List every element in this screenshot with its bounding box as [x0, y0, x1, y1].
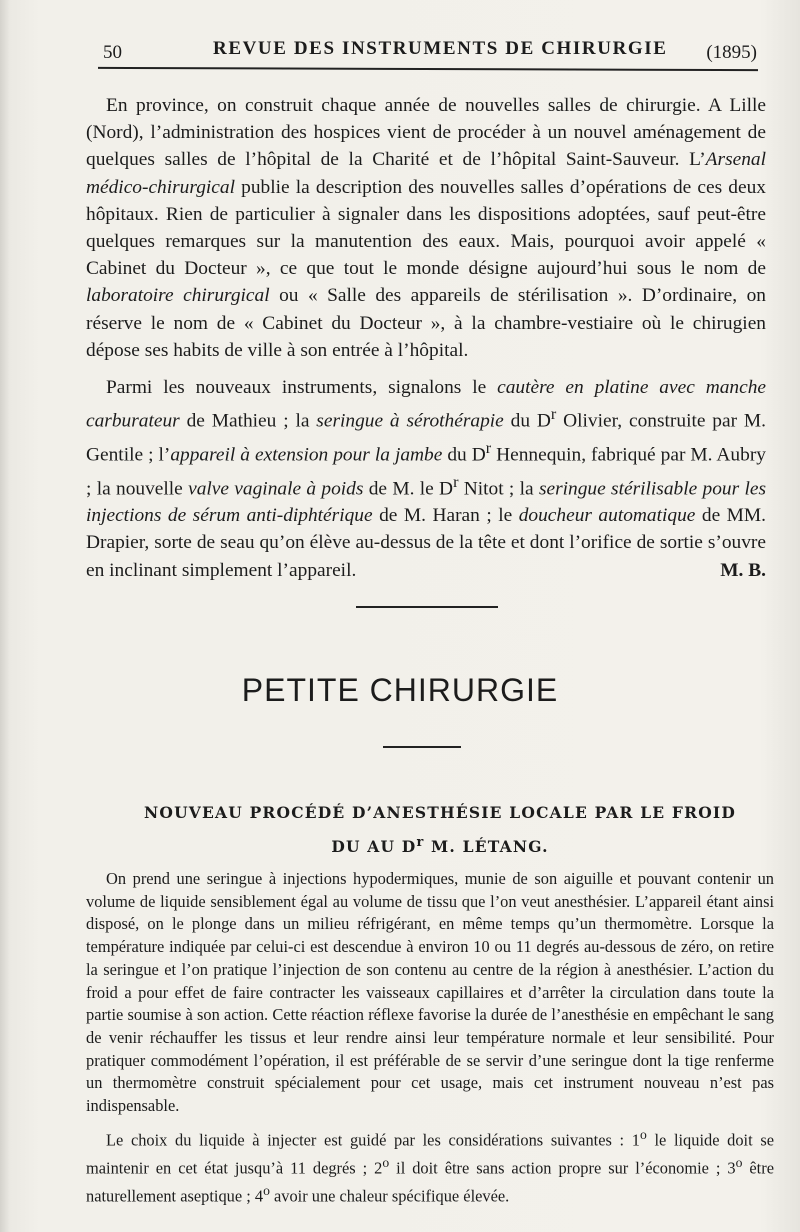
italic-term: laboratoire chirurgical: [86, 285, 270, 307]
text-run: ou « Salle des appareils de stérilisation ». D’ordinaire, on réserve le nom de « Cabinet du Docteur », à la chambre-vestiaire où le chirugien dépose ses habits de ville à son entrée à l’hôpital.: [86, 285, 766, 361]
italic-term: appareil à extension pour la jambe: [170, 444, 443, 466]
superscript: o: [735, 1154, 743, 1170]
text-run: du D: [503, 410, 551, 432]
text-run: le liquide doit se maintenir en cet état jusqu’à 11 degrés ; 2: [86, 1130, 774, 1178]
text-run: de M. Haran ; le: [372, 505, 519, 527]
text-run: du D: [442, 444, 486, 466]
page-number: 50: [103, 42, 122, 63]
journal-year: (1895): [706, 42, 757, 63]
superscript: r: [550, 406, 557, 424]
text-run: En province, on construit chaque année de nouvelles salles de chirurgie. A Lille (Nord), l’administration des hospices vient de procéder à un nouvel aménagement de quelques salles de l’hôpital de la Charité et de l’hôpital Saint-Sauveur. L’: [86, 95, 766, 171]
article-title: [110, 798, 770, 862]
text-run: il doit être sans action propre sur l’économie ; 3: [389, 1158, 736, 1178]
superscript: o: [639, 1126, 647, 1142]
section-rule-top: [356, 606, 498, 608]
journal-title: REVUE DES INSTRUMENTS DE CHIRURGIE: [213, 38, 668, 59]
text-run: M. LÉTANG.: [424, 837, 549, 857]
text-run: publie la description des nouvelles salles d’opérations de ces deux hôpitaux. Rien de particulier à signaler dans les dispositions adoptées, sauf peut-être quelques remarques sur la manutention des eaux. Mais, pourquoi avoir appelé « Cabinet du Docteur », ce que tout le monde désigne aujourd’hui sous le nom de: [86, 176, 766, 280]
text-run: Nitot ; la: [458, 478, 539, 500]
text-run: On prend une seringue à injections hypodermiques, munie de son aiguille et pouvant contenir un volume de liquide sensiblement égal au volume de tissu que l’on veut anesthésier. L’appareil étant ainsi disposé, on le plonge dans un milieu réfrigérant, en même temps qu’un thermomètre. Lorsque la température indiquée par celui-ci est descendue à environ 10 ou 11 degrés au-dessous de zéro, on retire la seringue et l’on pratique l’injection de son contenu au centre de la région à anesthésier. L’action du froid a pour effet de faire contracter les vaisseaux capillaires et d’arrêter la circulation dans toute la partie soumise à son action. Cette réaction réflexe favorise la durée de l’anesthésie en empêchant le sang de venir réchauffer les tissus et leur rendre ainsi leur température normale et leur sensibilité. Pour pratiquer commodément l’opération, il est préférable de se servir d’une seringue dont la tige renferme un thermomètre construit spécialement pour cet usage, mais cet instrument nouveau n’est pas indispensable.: [86, 869, 774, 1116]
article-paragraph-1: [86, 868, 774, 1118]
italic-term: doucheur automatique: [518, 505, 696, 527]
italic-term: seringue stérilisable pour les injections de sérum anti-diphtérique: [86, 478, 767, 527]
superscript: o: [382, 1154, 390, 1170]
text-run: de M. le D: [363, 478, 454, 500]
intro-paragraph-2: [86, 374, 766, 584]
intro-text: [86, 92, 766, 584]
text-run: de Mathieu ; la: [179, 410, 317, 432]
article-title-line-2: [110, 828, 770, 862]
section-rule-bottom: [383, 746, 461, 748]
signature: M. B.: [720, 559, 766, 581]
superscript: r: [416, 835, 425, 850]
intro-paragraph-1: [86, 92, 766, 364]
article-title-line-1: NOUVEAU PROCÉDÉ D’ANESTHÉSIE LOCALE PAR LE FROID: [144, 803, 736, 822]
italic-term: Arsenal médico-chirurgical: [86, 149, 766, 198]
italic-term: valve vaginale à poids: [188, 478, 364, 500]
running-head: [103, 30, 763, 70]
superscript: r: [485, 439, 492, 457]
text-run: DU AU D: [331, 837, 417, 857]
text-run: Olivier, construite par M. Gentile ; l’: [86, 410, 767, 466]
italic-term: seringue à sérothérapie: [316, 410, 504, 432]
text-run: de MM. Drapier, sorte de seau qu’on élève au-dessus de la tête et dont l’orifice de sortie s’ouvre en inclinant simplement l’appareil.: [86, 505, 766, 581]
text-run: Parmi les nouveaux instruments, signalons le: [106, 377, 498, 399]
text-run: être naturellement aseptique ; 4: [86, 1158, 774, 1206]
section-title: PETITE CHIRURGIE: [241, 672, 559, 708]
text-run: Hennequin, fabriqué par M. Aubry ; la nouvelle: [86, 444, 766, 500]
superscript: r: [453, 473, 459, 491]
italic-term: cautère en platine avec manche carburateur: [86, 377, 766, 432]
text-run: Le choix du liquide à injecter est guidé par les considérations suivantes : 1: [106, 1130, 640, 1150]
text-run: avoir une chaleur spécifique élevée.: [269, 1186, 510, 1206]
article-paragraph-2: [86, 1124, 774, 1209]
article-text: [86, 868, 774, 1208]
superscript: o: [263, 1183, 270, 1199]
